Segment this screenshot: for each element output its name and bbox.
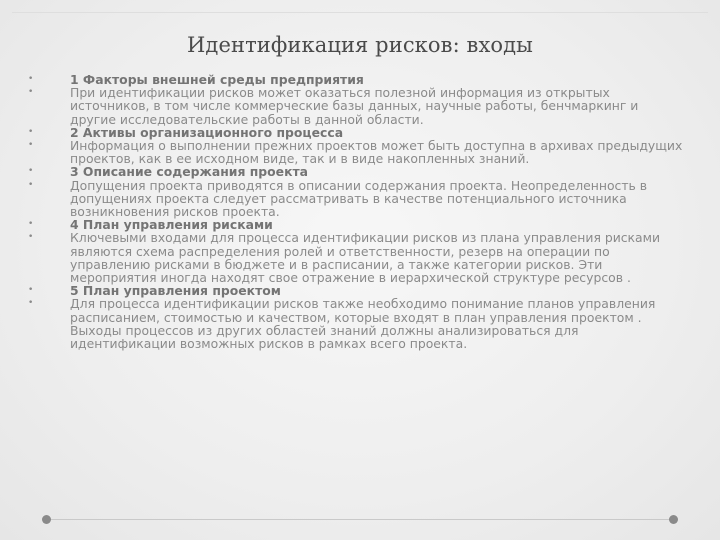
item-text: Для процесса идентификации рисков также необходимо понимание планов управления расписанием, стоимостью и качеством, которые входят в план управления проектом . Выходы процессов из других областей знаний должны анализироваться для идентификации возможных рисков в рамках всего проекта. [70,296,656,352]
list-item [28,179,688,219]
slide-title: Идентификация рисков: входы [187,33,533,57]
list-item [28,165,688,178]
item-text: При идентификации рисков может оказаться полезной информация из открытых источников, в том числе коммерческие базы данных, научные работы, бенчмаркинг и другие исследовательские работы в данной области. [70,85,639,127]
item-text: Ключевыми входами для процесса идентификации рисков из плана управления рисками являются схема распределения ролей и ответственности, резерв на операции по управлению рисками в бюджете и в расписании, а также категории рисков. Эти мероприятия иногда находят свое отражение в иерархической структуре ресурсов . [70,230,661,286]
top-divider [12,12,708,13]
bullet-icon: • [28,166,34,177]
list-item [28,86,688,126]
item-heading: 2 Активы организационного процесса [70,124,344,140]
bullet-icon: • [28,126,34,137]
item-heading: 4 План управления рисками [70,217,273,233]
divider-right-dot-icon [669,515,678,524]
item-text: Информация о выполнении прежних проектов может быть доступна в архивах предыдущих проектов, как в ее исходном виде, так и в виде накопленных знаний. [70,138,683,167]
item-text: Допущения проекта приводятся в описании содержания проекта. Неопределенность в допущениях проекта следует рассматривать в качестве потенциального источника возникновения рисков проекта. [70,177,648,220]
bullet-icon: • [28,74,34,84]
bullet-list [28,73,688,350]
bottom-divider [48,519,672,520]
bullet-icon: • [28,87,34,98]
bullet-icon: • [28,219,34,230]
bullet-icon: • [28,285,34,296]
list-item [28,231,688,284]
list-item [28,297,688,350]
bullet-icon: • [28,232,34,243]
item-heading: 1 Факторы внешней среды предприятия [70,72,364,87]
bullet-icon: • [28,140,34,151]
divider-left-dot-icon [42,515,51,524]
bullet-icon: • [28,179,34,190]
bullet-icon: • [28,298,34,309]
item-heading: 3 Описание содержания проекта [70,164,309,180]
list-item [28,139,688,165]
item-heading: 5 План управления проектом [70,283,281,299]
